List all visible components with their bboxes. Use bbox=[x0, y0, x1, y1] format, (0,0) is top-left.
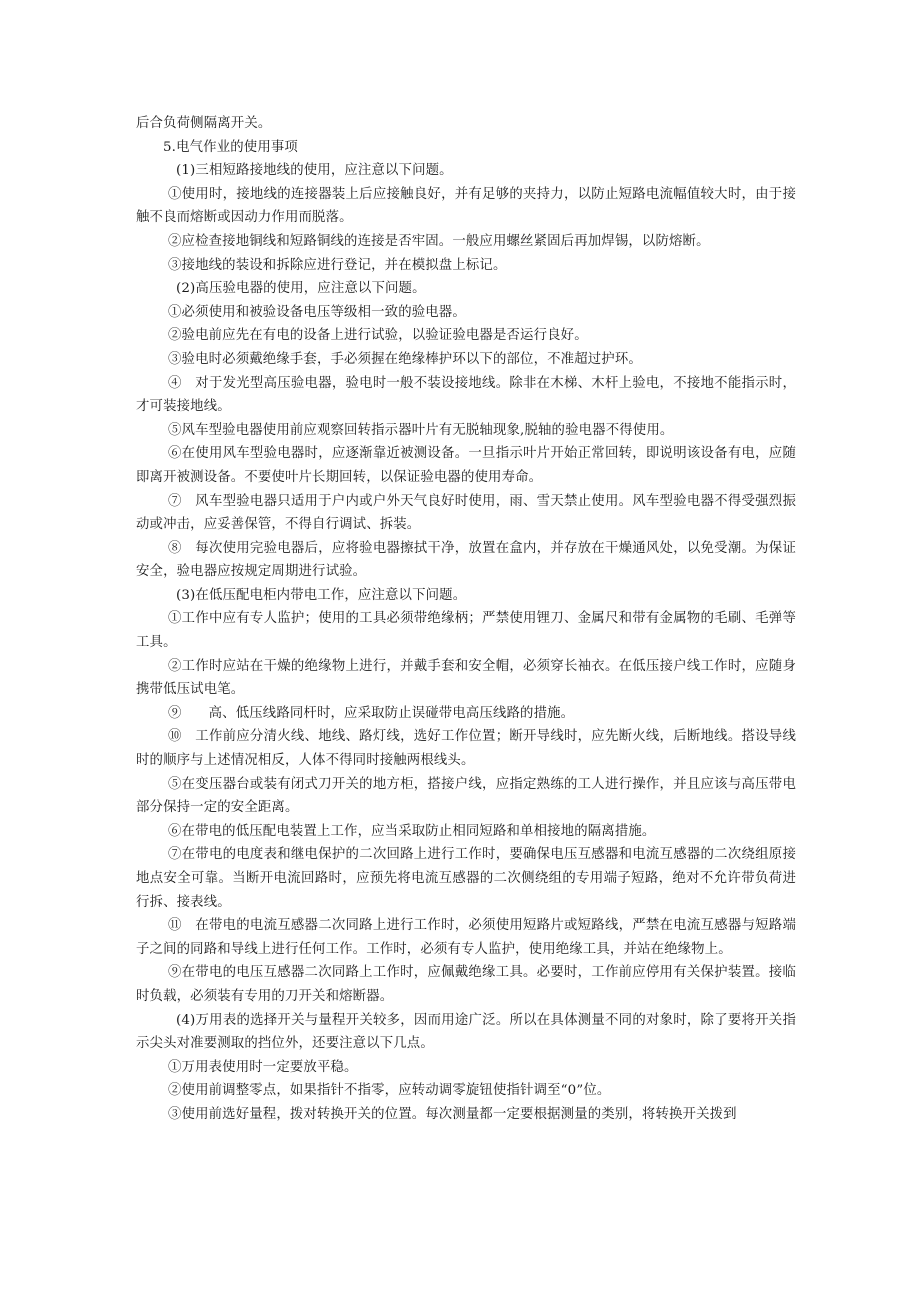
paragraph-item: ⑤在变压器台或装有闭式刀开关的地方柜，搭接户线，应指定熟练的工人进行操作，并且应该与高压带电部分保持一定的安全距离。 bbox=[136, 776, 796, 816]
paragraph-item: ⑩ 工作前应分清火线、地线、路灯线，选好工作位置；断开导线时，应先断火线，后断地线。搭设导线时的顺序与上述情况相反，人体不得同时接触两根线头。 bbox=[136, 729, 796, 769]
document-page bbox=[136, 112, 796, 1127]
paragraph-item: ⑨在带电的电压互感器二次同路上工作时，应佩戴绝缘工具。必要时，工作前应停用有关保护装置。接临时负载，必须装有专用的刀开关和熔断器。 bbox=[136, 965, 796, 1004]
paragraph-item: ⑥在使用风车型验电器时，应逐渐靠近被测设备。一旦指示叶片开始正常回转，即说明该设备有电，应随即离开被测设备。不要使叶片长期回转，以保证验电器的使用寿命。 bbox=[136, 446, 796, 485]
paragraph-item: ④ 对于发光型高压验电器，验电时一般不装设接地线。除非在木梯、木杆上验电，不接地不能指示时，才可装接地线。 bbox=[136, 375, 796, 415]
paragraph-item: ⑦在带电的电度表和继电保护的二次回路上进行工作时，要确保电压互感器和电流互感器的二次绕组原接地点安全可靠。当断开电流回路时，应预先将电流互感器的二次侧绕组的专用端子短路，绝对不允许带负荷进行拆、接表线。 bbox=[136, 847, 796, 910]
paragraph-item: ⑨ 高、低压线路同杆时，应采取防止误碰带电高压线路的措施。 bbox=[168, 705, 575, 721]
paragraph-continuation: 后合负荷侧隔离开关。 bbox=[136, 116, 272, 131]
paragraph-item: ⑥在带电的低压配电装置上工作，应当采取防止相同短路和单相接地的隔离措施。 bbox=[168, 823, 656, 839]
paragraph-item: ①万用表使用时一定要放平稳。 bbox=[168, 1059, 358, 1075]
paragraph-item: ①必须使用和被验设备电压等级相一致的验电器。 bbox=[168, 304, 466, 320]
paragraph-item: ②工作时应站在干燥的绝缘物上进行，并戴手套和安全帽，必须穿长袖衣。在低压接户线工作时，应随身携带低压试电笔。 bbox=[136, 658, 796, 698]
paragraph-item: ①使用时，接地线的连接器装上后应接触良好，并有足够的夹持力，以防止短路电流幅值较大时，由于接触不良而熔断或因动力作用而脱落。 bbox=[136, 186, 796, 226]
paragraph-item: ②使用前调整零点，如果指针不指零，应转动调零旋钮使指针调至“0”位。 bbox=[168, 1083, 611, 1099]
paragraph-item: ③验电时必须戴绝缘手套，手必须握在绝缘棒护环以下的部位，不准超过护环。 bbox=[168, 351, 642, 367]
paragraph-item: ③使用前选好量程，拨对转换开关的位置。每次测量都一定要根据测量的类别，将转换开关拨到 bbox=[168, 1106, 737, 1122]
paragraph-item: ②验电前应先在有电的设备上进行试验，以验证验电器是否运行良好。 bbox=[168, 328, 588, 344]
paragraph-item: ②应检查接地铜线和短路铜线的连接是否牢固。一般应用螺丝紧固后再加焊锡，以防熔断。 bbox=[168, 233, 710, 249]
subsection-heading-low-voltage-cabinet: (3)在低压配电柜内带电工作，应注意以下问题。 bbox=[176, 587, 467, 603]
paragraph-item: ①工作中应有专人监护；使用的工具必须带绝缘柄；严禁使用锂刀、金属尺和带有金属物的毛刷、毛弹等工具。 bbox=[136, 611, 796, 651]
subsection-heading-multimeter: (4)万用表的选择开关与量程开关较多，因而用途广泛。所以在具体测量不同的对象时，除了要将开关指示尖头对准要测取的挡位外，还要注意以下几点。 bbox=[136, 1012, 796, 1052]
subsection-heading-grounding-wire: (1)三相短路接地线的使用，应注意以下问题。 bbox=[176, 163, 453, 179]
paragraph-item: ⑪ 在带电的电流互感器二次同路上进行工作时，必须使用短路片或短路线，严禁在电流互感器与短路端子之间的同路和导线上进行任何工作。工作时，必须有专人监护，使用绝缘工具，并站在绝缘物上。 bbox=[136, 918, 796, 957]
paragraph-item: ③接地线的装设和拆除应进行登记，并在模拟盘上标记。 bbox=[168, 257, 507, 273]
paragraph-item: ⑧ 每次使用完验电器后，应将验电器擦拭干净，放置在盒内，并存放在干燥通风处，以免受潮。为保证安全，验电器应按规定周期进行试验。 bbox=[136, 540, 796, 580]
paragraph-item: ⑤风车型验电器使用前应观察回转指示器叶片有无脱轴现象,脱轴的验电器不得使用。 bbox=[168, 422, 674, 438]
section-heading-electrical-work: 5.电气作业的使用事项 bbox=[163, 139, 298, 155]
paragraph-item: ⑦ 风车型验电器只适用于户内或户外天气良好时使用，雨、雪天禁止使用。风车型验电器不得受强烈振动或冲击，应妥善保管，不得自行调试、拆装。 bbox=[136, 493, 796, 533]
subsection-heading-voltage-tester: (2)高压验电器的使用，应注意以下问题。 bbox=[176, 281, 426, 297]
